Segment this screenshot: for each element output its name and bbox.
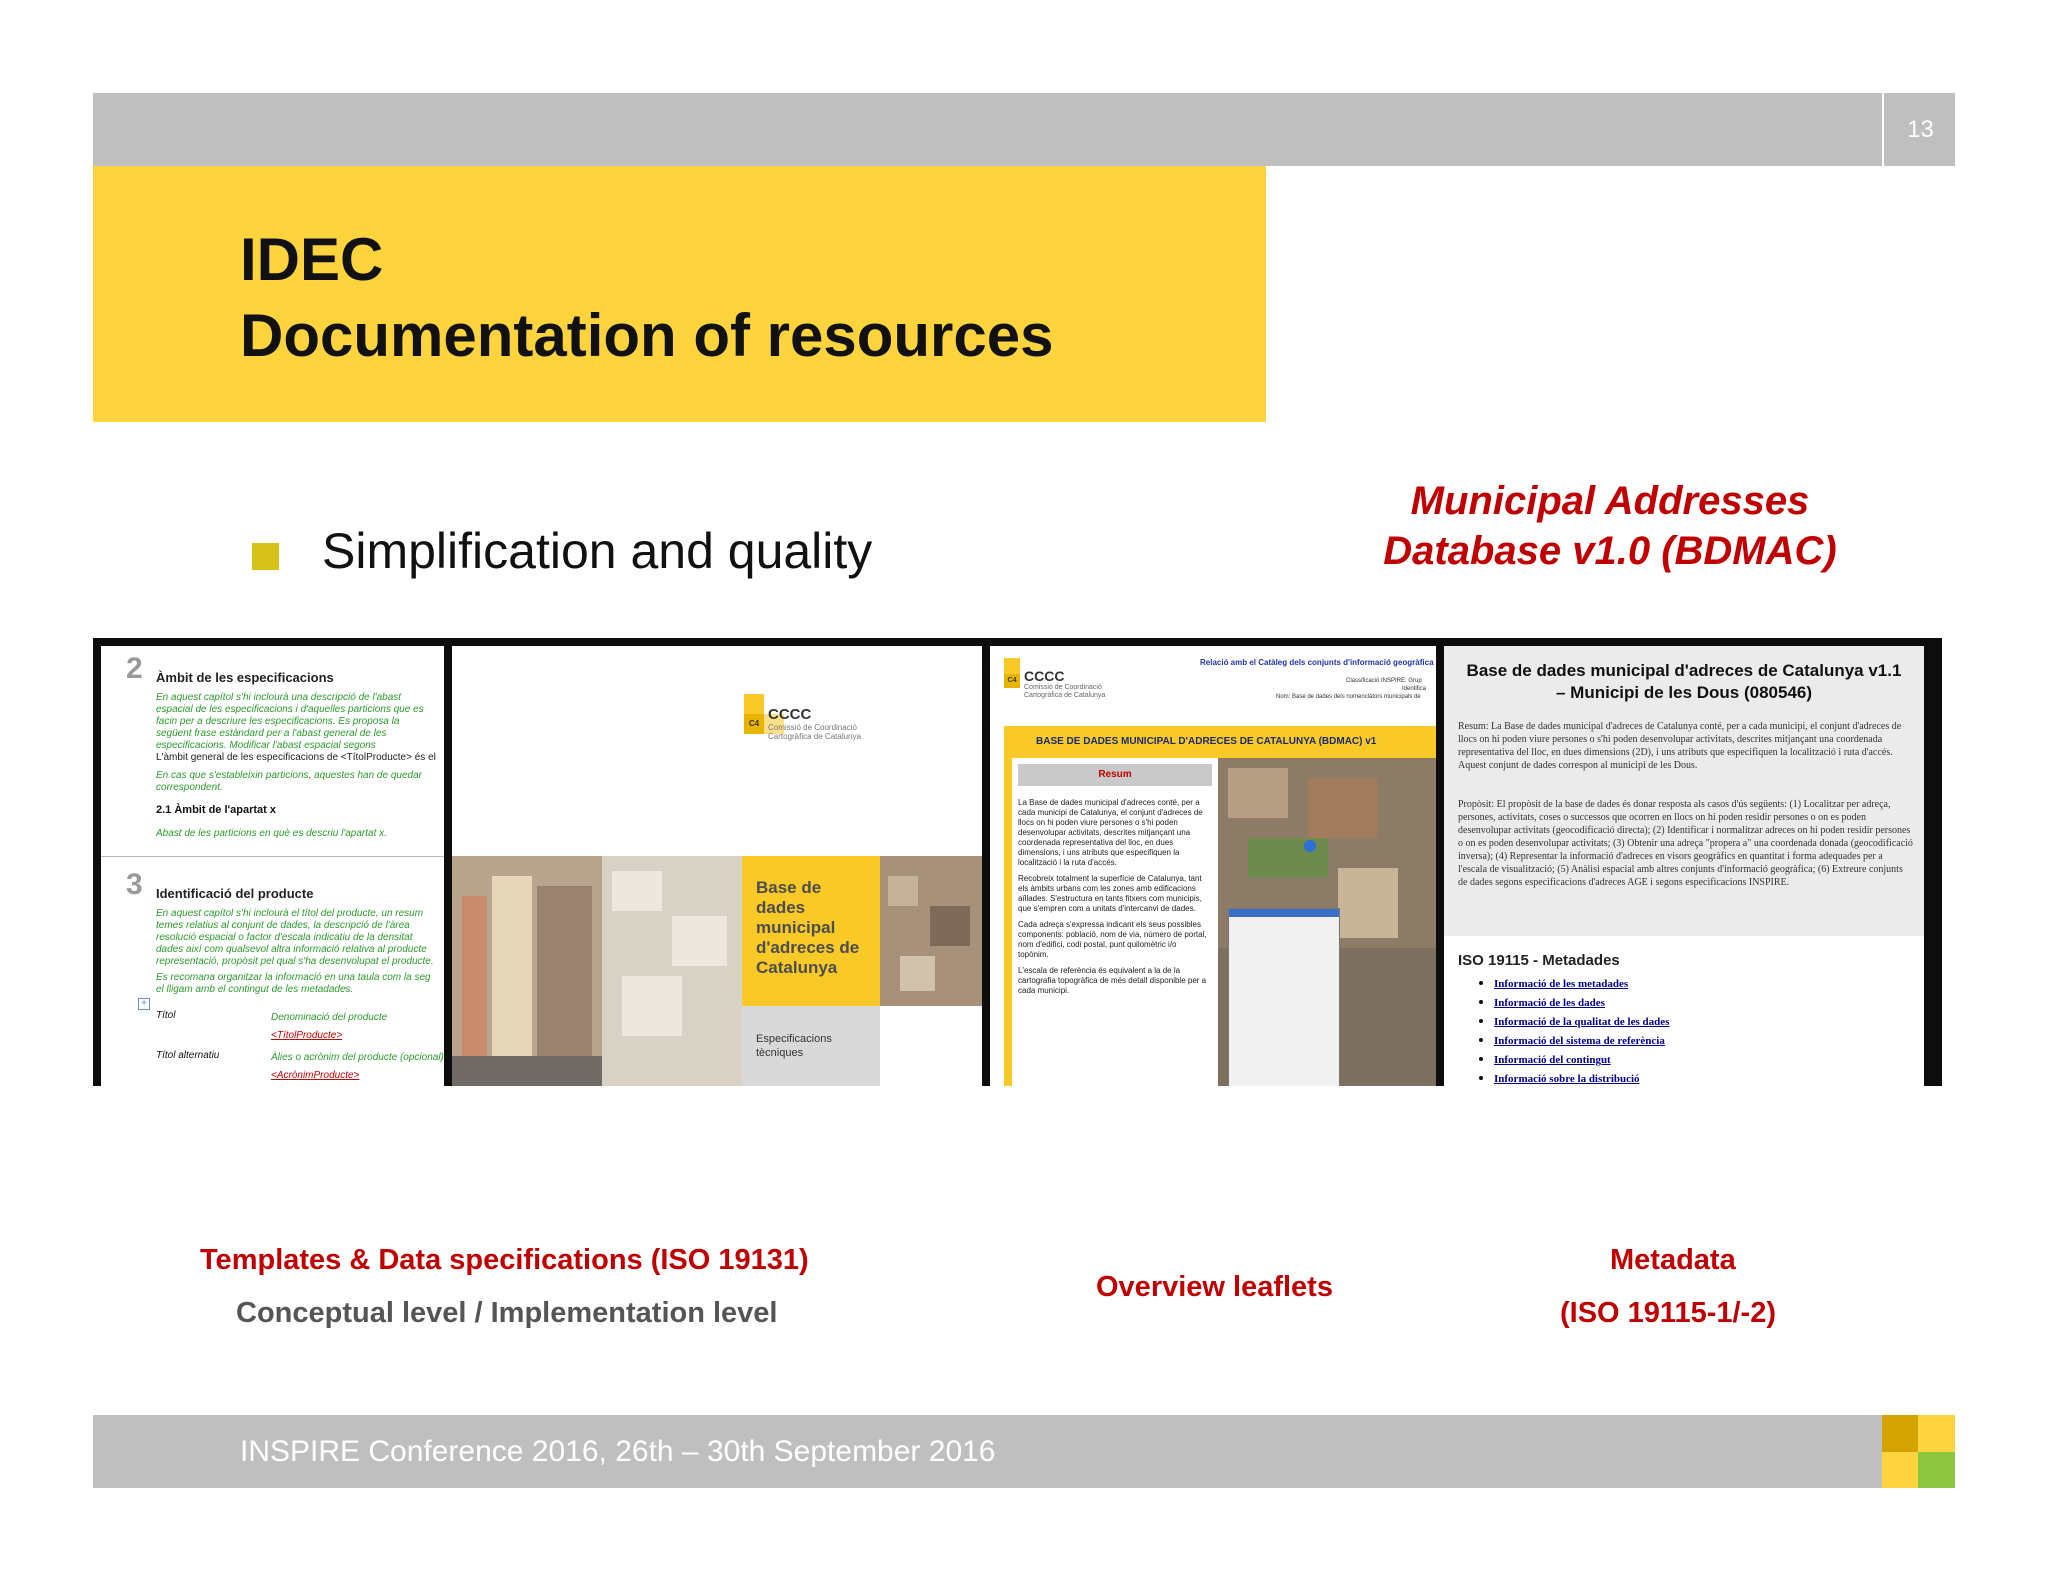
overview-page-panel	[990, 646, 1436, 1086]
row-title-value: Denominació del producte	[271, 1012, 388, 1023]
metadata-link-list	[1458, 974, 1669, 1086]
row-title-tag[interactable]: <TítolProducte>	[271, 1030, 343, 1041]
overview-logo-name: CCCC	[1024, 668, 1065, 684]
section-2-guidance-2: En cas que s'estableixin particions, aquestes han de quedar correspondent.	[156, 770, 422, 793]
aerial-photo	[880, 856, 982, 1006]
list-item[interactable]	[1494, 993, 1669, 1012]
list-item[interactable]	[1494, 1012, 1669, 1031]
slide-title	[240, 222, 1054, 374]
summary-para-3: Cada adreça s'expressa indicant els seus possibles components: població, nom de via, número de portal, nom d'edifici, codi postal, punt quilomètric i/o topònim.	[1018, 920, 1207, 959]
metadata-title: Base de dades municipal d'adreces de Catalunya v1.1 – Municipi de les Dous (080546)	[1466, 661, 1902, 702]
overview-meta-2: Identifica	[1402, 686, 1427, 692]
list-item[interactable]	[1494, 1031, 1669, 1050]
section-3-guidance: En aquest capítol s'hi inclourà el títol del producte, un resum temes relatius al conjunt de dades, la descripció de l'àrea resolució espacial o factor d'escala indicatiu de la densitat dades així com qualsevol altra informació relativa al producte representació, propòsit pel qual s'ha desenvolupat el producte.	[156, 908, 434, 967]
header-bar	[93, 93, 1955, 166]
section-2-statement: L'àmbit general de les especificacions de <TítolProducte> és el	[156, 752, 436, 763]
title-line-1: IDEC	[240, 226, 384, 293]
summary-para-2: Recobreix totalment la superfície de Catalunya, tant els àmbits urbans com les zones amb edificacions aïllades. S'estructura en tants fitxers com municipis, que s'empren com a unitats d'intercanvi de dades.	[1018, 874, 1202, 913]
row-alt-title-value: Àlies o acrònim del producte (opcional)	[271, 1052, 444, 1063]
aerial-map	[1218, 758, 1436, 1086]
metadata-link[interactable]: Informació de les dades	[1494, 997, 1605, 1009]
logo-sub-2: Cartogràfica de Catalunya	[768, 732, 861, 741]
overview-frame	[1004, 726, 1436, 1086]
row-title-label: Títol	[156, 1010, 176, 1021]
overview-logo-sub-1: Comissió de Coordinació	[1024, 684, 1102, 691]
section-divider	[101, 856, 444, 857]
metadata-link[interactable]: Informació de les metadades	[1494, 978, 1629, 990]
leaflet-subtitle-box	[742, 1006, 880, 1086]
leaflet-cover-panel	[452, 646, 982, 1086]
title-line-2: Documentation of resources	[240, 302, 1054, 369]
caption-metadata: Metadata	[1610, 1244, 1736, 1276]
metadata-link[interactable]: Informació sobre la distribució	[1494, 1073, 1640, 1085]
caption-templates: Templates & Data specifications (ISO 19131)	[200, 1244, 809, 1276]
overview-meta-3: Nom: Base de dades dels nomenclàtors municipals de	[1276, 694, 1421, 700]
summary-label: Resum	[1098, 769, 1132, 780]
overview-logo-sub-2: Cartogràfica de Catalunya	[1024, 692, 1106, 699]
overview-meta-1: Classificació INSPIRE: Grup	[1346, 678, 1422, 684]
summary-header	[1018, 764, 1212, 786]
row-alt-title-tag[interactable]: <AcrònimProducte>	[271, 1070, 360, 1081]
spec-template-panel	[101, 646, 444, 1086]
product-highlight-line-1: Municipal Addresses	[1410, 479, 1810, 523]
leaflet-title-box	[742, 856, 880, 1006]
logo-mark: C4	[744, 714, 764, 734]
metadata-link[interactable]: Informació del sistema de referència	[1494, 1035, 1665, 1047]
section-3-title: Identificació del producte	[156, 886, 314, 901]
logo-sub-1: Comissió de Coordinació	[768, 723, 857, 732]
page-number: 13	[1882, 93, 1957, 166]
expand-icon[interactable]: +	[138, 998, 150, 1010]
overview-banner: BASE DE DADES MUNICIPAL D'ADRECES DE CATALUNYA (BDMAC) v1	[1036, 736, 1377, 747]
summary-text	[1018, 798, 1208, 996]
metadata-abstract: Resum: La Base de dades municipal d'adreces de Catalunya conté, per a cada municipi, el conjunt d'adreces de llocs on hi poden viure persones o s'hi poden desenvolupar activitats, descrites mitjançant una coordenada representativa del lloc, en dues dimensions (2D), i uns atributs que especifiquen la localització i ruta d'accés. Aquest conjunt de dades correspon al municipi de les Dous.	[1458, 721, 1902, 771]
logo-tile-icon	[744, 694, 764, 714]
logo-name: CCCC	[768, 706, 812, 723]
metadata-purpose: Propòsit: El propòsit de la base de dades és donar resposta als casos d'ús següents: (1) Localitzar per adreça, persones, activitats, coses o successos que ocorren en llocs on hi poden residir persones o on es poden desenvolupar activitats (geocodificació directa); (2) Identificar i normalitzar adreces on hi poden residir persones o on es poden desenvolupar activitats; (3) Obtenir una adreça "propera a" una coordenada donada (geocodificació inversa); (4) Representar la informació d'adreces en visors geogràfics en quantitat i forma adequades per a l'escala de visualització; (5) Anàlisi espacial amb altres conjunts d'informació geogràfica; (6) Extreure conjunts de dades segons especificacions d'adreces AGE i segons especificacions INSPIRE.	[1458, 799, 1913, 888]
map-image	[602, 856, 742, 1086]
product-highlight-line-2: Database v1.0 (BDMAC)	[1383, 529, 1837, 573]
caption-metadata-iso: (ISO 19115-1/-2)	[1560, 1297, 1776, 1329]
location-marker-icon[interactable]	[1304, 840, 1316, 852]
overview-logo-mark: C4	[1004, 674, 1020, 688]
screenshot-strip	[93, 638, 1942, 1086]
list-item[interactable]	[1494, 1050, 1669, 1069]
leaflet-title: Base de dades municipal d'adreces de Catalunya	[756, 878, 860, 977]
metadata-link[interactable]: Informació de la qualitat de les dades	[1494, 1016, 1670, 1028]
list-item[interactable]	[1494, 1069, 1669, 1086]
footer-text: INSPIRE Conference 2016, 26th – 30th September 2016	[240, 1435, 996, 1468]
bullet-text: Simplification and quality	[322, 523, 873, 579]
subsection-2-1-guidance: Abast de les particions en què es descriu l'apartat x.	[156, 828, 387, 839]
section-2-guidance: En aquest capítol s'hi inclourà una descripció de l'abast espacial de les especificacions i d'aquelles particions que es facin per a descriure les especificacions. Es proposa la següent frase estàndard per a l'abast general de les especificacions. Modificar l'abast espacial segons	[156, 692, 424, 751]
product-highlight	[1370, 476, 1850, 576]
section-2-title: Àmbit de les especificacions	[156, 670, 334, 685]
iso-heading: ISO 19115 - Metadades	[1458, 952, 1620, 969]
summary-para-1: La Base de dades municipal d'adreces conté, per a cada municipi de Catalunya, el conjunt d'adreces de llocs on hi poden viure persones o s'hi poden desenvolupar activitats, descrites mitjançant una coordenada representativa del lloc, en dues dimensions, i uns atributs que especifiquen la localització i la ruta d'accés.	[1018, 798, 1203, 867]
leaflet-subtitle: Especificacions tècniques	[756, 1033, 832, 1059]
list-item[interactable]	[1494, 974, 1669, 993]
section-3-number: 3	[126, 868, 143, 901]
caption-levels: Conceptual level / Implementation level	[236, 1297, 778, 1329]
metadata-page-panel	[1444, 646, 1924, 1086]
street-photo	[452, 856, 602, 1086]
row-alt-title-label: Títol alternatiu	[156, 1050, 220, 1061]
section-3-guidance-2: Es recomana organitzar la informació en una taula com la seg el lligam amb el contingut de les metadades.	[156, 972, 431, 995]
subsection-2-1-title: 2.1 Àmbit de l'apartat x	[156, 804, 276, 816]
caption-leaflets: Overview leaflets	[1096, 1271, 1333, 1303]
footer-logo-icon	[1882, 1415, 1918, 1452]
catalog-link[interactable]: Relació amb el Catàleg dels conjunts d'informació geogràfica	[1200, 658, 1434, 667]
section-2-number: 2	[126, 652, 143, 685]
bullet-square-icon	[252, 543, 279, 570]
summary-para-4: L'escala de referència és equivalent a la de la cartografia topogràfica de més detall disponible per a cada municipi.	[1018, 966, 1207, 995]
metadata-link[interactable]: Informació del contingut	[1494, 1054, 1611, 1066]
feature-info-window[interactable]	[1228, 908, 1340, 1086]
